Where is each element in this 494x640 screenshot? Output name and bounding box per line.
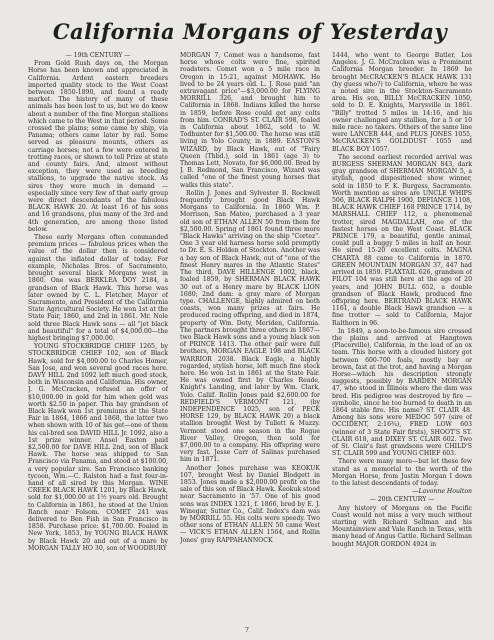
paragraph: There were many more—but let these few stand as a memorial to the worth of the Morgan Horse, from Justin Morgan I down to the latest descendants of today. <box>332 458 472 487</box>
paragraph: The second earliest recorded arrival was BURGESS SHERMAN MORGAN 843, dark gray grandson of SHERMAN MORGAN 5, a stylish, good dispositioned show winner, sold in 1850 to F. K. Burgess, Sacramento. Worth mention as sires are UNCLE WHIPS 506, BLACK RALPH 1900, DEFIANCE 1108, BLACK HAWK CHIEF 168 PRINCE 1714, by MARSHALL CHIEF 112, a phenomenal trotter, sired MAGDALLAH, one of the fastest horses on the West Coast. BLACK PRINCE 179, a beautiful, gentle animal, could pull a buggy 5 miles in half an hour. He sired 15-20 excellent colts. MAGNA CHARTA 88 came to California in 1870. GREEN MOUNTAIN MORGAN 37, 447 had arrived in 1859. FLAXTAIL 626, grandson of FILOT 104 was still here at the age of 20 years, and JOHN BULL 652, a double grandson of Black Hawk, produced fine offspring here. BERTRAND BLACK HAWK 1161, a double Black Hawk grandson — a fine trotter — sold to California, Major Ralthorn in 96. <box>332 153 472 327</box>
left-column <box>28 52 168 630</box>
page-title: California Morgans of Yesterday <box>52 19 448 44</box>
section-heading-20th-century: — 20th CENTURY — <box>369 496 435 504</box>
paragraph: 1444, who went to George Butler, Los Angeles. J. G. McCracken was a Prominent California Morgan breeder. In 1869 he brought McCRACKEN'S BLACK HAWK 131 (by guess who?) to California, where he was a noted sire in the Stockton-Sacramento area. His son, BILLY McCRACKEN 1050, sold to D. E. Knights, Marysville in 1861. "Billy" trotted 5 miles in 14:16, and his owner challenged any stallion, for a 5 or 10 mile race: no takers. Others of the same line were LANCER 444, and PLUS JONES 1055, McCRACKEN'S GOLDDUST 1055 and BLACK BOY 1057. <box>332 52 472 153</box>
article-columns <box>28 52 472 630</box>
paragraph: From Gold Rush days on, the Morgan Horse has been known and appreciated in California. Ardent eastern breeders imported quality stock to the West Coast between 1850-1890, and found a ready market. The history of many of these animals has been lost to us, but we do know about a number of the fine Morgan stallions which came to the West in that period. Some crossed the plains; some came by ship, via Panama; others came later by rail. Some served as pleasure mounts, others as carriage horses; not a few were entered in trotting races, or shown to tell Prize at state and county fairs. And, almost without exception, they were used as breeding stallions, to upgrade the native stock. As sires they were much in demand — especially since very few of that early group were direct descendants of the fabulous BLACK HAWK 20. At least 16 of his sons and 16 grandsons, plus many of the 3rd and 4th generation, are among those listed below. <box>28 60 168 233</box>
paragraph: Rollin J. Jones and Sylvester B. Rockwell frequently brought good Black Hawk Morgans to California. In 1860 Wm. P. Morrison, San Mateo, purchased a 3 year old son of ETHAN ALLEN 50 from them for $2,500.00. Spring of 1861 found three more "Black Hawks" arriving on the ship "Cortez". One 3 year old harness horse sold promptly to Dr. E. S. Holden of Stockton. Another was a bay son of Black Hawk, out of "one of the finest Henry mares in the Atlantic States" The third, DAVE HILLENGE 1002, black, foaled 1859, by SHERMAN BLACK HAWK 30 out of a Henry mare by BLACK LION 1680; 2nd dam: a gray mare of Morgan type. CHALLENGE, highly admired on both coasts, won many prizes at fairs. He produced racing offspring, and died in 1874, property of Wm. Doty, Meriden, California. The partners brought three others in 1867—two Black Hawk sons and a young black son of PRINCE 1413. The other pair were full brothers, MORGAN EAGLE 198 and BLACK WARRIOR 2038. Black Eagle, a highly regarded, stylish horse, left much fine stock here. He won 1st in 1861 at the State Fair. He was owned first by Charles Reade, Knight's Landing, and later by Wm. Clark, Yolo. Caliif. Rollin Jones paid $2,600.00 for REDFIELD'S VERMONT 121, (by INDEPENDENCE 1025, son of PECK HORSE 129, by BLACK HAWK 20) a black stallion brought West by Tullett & Muzzy. Vermont stood one season in the Rogue River Valley, Oregon, then sold for $7,000.00 to a company. His offspring were very fast. Jesse Carr of Salinas purchased him in 1871. <box>180 189 320 464</box>
paragraph: Another Jones purchase was KEOKUK 107, brought West by Daniel Blodgett in 1853. Jones made a $2,000.00 profit on the sale of this son of Black Hawk. Keokuk stood near Sacramento in '57. One of his good sons was INDEX 1321, f. 1866, bred by E. J. Winegar, Sutter Co., Calif. Index's dam was by MORRILL 55. His colts were speedy. Two other sons of ETHAN ALLEN 50 came West — VICK'S ETHAN ALLEN 1564, and Rollin Jones' gray RAPPAHANNOCK <box>180 464 320 544</box>
page-number: 7 <box>244 626 250 634</box>
paragraph: These early Morgans often commanded premium prices — fabulous prices when the value of the dollar then is considered against the inflated dollar of today. For example, Nicholas Bros. of Sacramento, brought several black Morgans west in 1860. One was BERKLEA DOY 2184, a grandson of Black Hawk. This horse was later owned by C. L. Fletcher, Mayor of Sacramento, and President of the California State Agricultural Society. He won 1st at the State Fair, 1860, and 2nd in 1861. Mr. Nole sold three Black Hawk sons — all "jet black and beautiful" for a total of $4,000.00—the highest bringing $7,000.00. <box>28 234 168 342</box>
paragraph: YOUNG STOCKBRIDGE CHIEF 1265, by STOCKBRIDGE CHIEF 102, son of Black Hawk, sold for $4,000.00 to Charles Homer, San Jose, and won several good races here. DAVY HILL 2nd 1092 left much good stock, both in Wisconsin and California. His owner, J. G. McCracken, refused an offer of $10,000.00 in gold for him when gold was worth $2.50 in paper. This bay grandson of Black Hawk won 1st premiums at the State Fair in 1864, 1866 and 1868, the latter two when shown with 10 of his get—one of them his cal-bred son DAVID HILL Jr. 1092, also a 1st prize winner. Ansel Easton paid $2,500.00 for DAVE HILL 2nd, son of Black Hawk. The horse was shipped to San Francisco via Panama, and stood at $100.00, a very popular sire. San Francisco banking tycoon, Wm.—C. Ralston had a fast four-in-hand of all sired by this Morgan. WINE CREEK BLACK HAWK 1201, by Black Hawk, sold for $1,000.00 at 1½ years old. Brought to California in 1861, he stood at the Union Ranch near Folsom. COMET 241 was delivered to Ben Fish in San Francisco in 1858. Purchase price: $1,700.00. Foaled in New York, 1853, by YOUNG BLACK HAWK by Black Hawk 20 and out of a mare by MORGAN TALLY HO 30, son of WOODBURY <box>28 343 168 552</box>
author-signature: —Lavonne Houlton <box>412 488 472 496</box>
paragraph: Any history of Morgans on the Pacific Coast would not miss a very much without starting with Richard Sellman and his Mountainview and Vale Ranch in Texas, with many head of Angus Cattle. Richard Sellman bought MAJOR GORDON 4924 in <box>332 504 472 548</box>
middle-column <box>180 52 320 630</box>
paragraph: MORGAN 7, Comet was a handsome, fast horse whose colts were fine, spirited roadsters. Comet won a 5 mile race in Oregon in 15:21, against MOHAWK. He lived to be 24 years old. L. J. Rose paid "an extravagant price"—$3,000.00 for FLYING MORRILL 326, and brought him to California in 1868. Indians killed the horse in 1859, before Rose could get any colts from him. CONRAD'S ST. CLAIR 598, foaled in California about 1862, sold to W. Todhunter for $1,500.00. The horse was still living in Yolo County, in 1889. EASTON'S WIZARD, by Black Hawk, out of "Fairy Queen (Thbd.), sold in 1861 (age 3) to Thomas Lett, Novato, for $6,000.00. Bred by J. B. Redmond, San Francisco, Wizard was called "one of the finest young horses that walks this state". <box>180 52 320 189</box>
paragraph: In 1849, a soon-to-be-famous sire crossed the plains and arrived at Hangtown (Placerville), California, in the lead of an ox team. This horse with a clouded history got between 600-700 foals, mostly bay or brown, fast at the trot, and having a Morgan Horse—which his description strongly suggests, possibly by BARDEN MORGAN 47, who stood in Illinois where the dam was bred. His pedigree was destroyed by fire — symbolic, since he too burned to death in an 1864 stable fire. His name? ST. CLAIR 48. Among his sons were MEDOC 597 (sire of OCCIDENT, 2:16¾), FRED LOW 603 (winner of 3 State Fair firsts), SHOOT'S ST. CLAIR 618, and DIXEY ST. CLAIR 602. Two of St. Clair's fast grandsons were CHILD'S ST. CLAIR 599 and YOUNG CHIEF 603. <box>332 327 472 458</box>
right-column <box>332 52 472 630</box>
section-heading-19th-century: — 19th CENTURY — <box>65 52 131 59</box>
